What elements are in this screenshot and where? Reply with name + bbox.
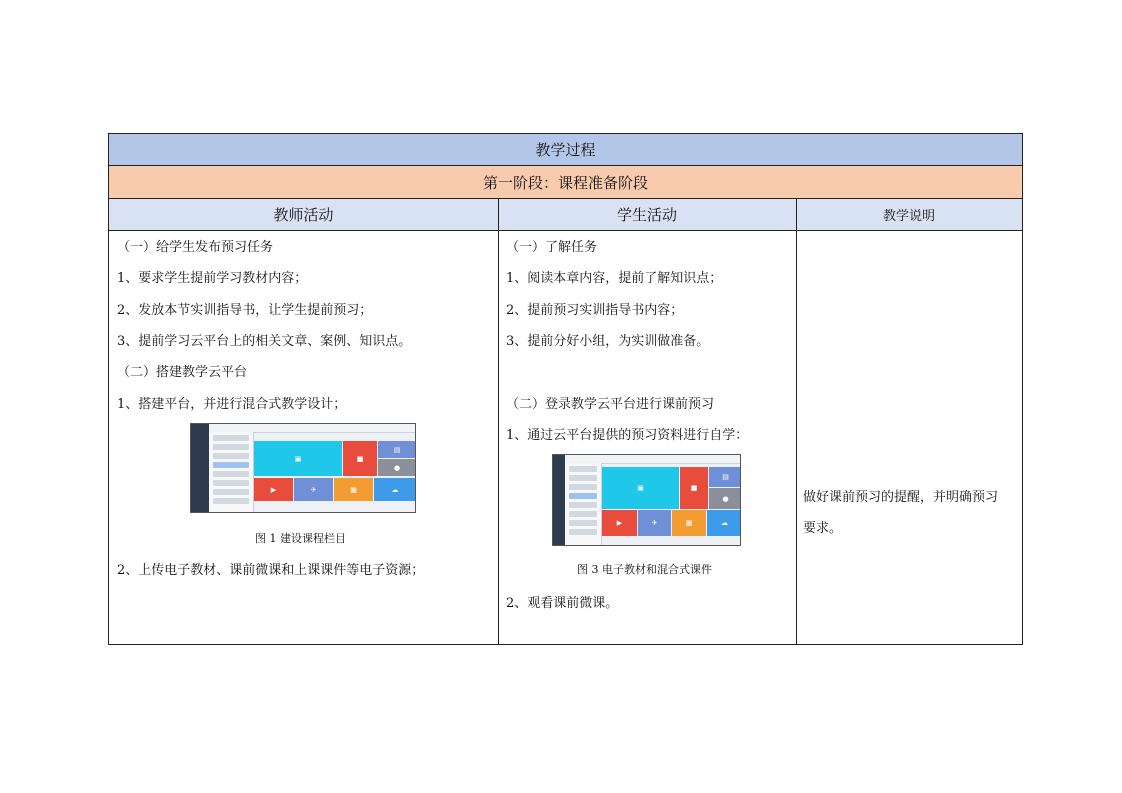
book-tile-icon: ■ xyxy=(680,467,708,509)
video-tile-icon: ▶ xyxy=(602,510,637,536)
header-teacher-activity: 教师活动 xyxy=(109,199,499,230)
column-header-row xyxy=(109,199,1022,231)
student-section-2: （二）登录教学云平台进行课前预习 xyxy=(506,397,715,412)
stage-title: 第一阶段：课程准备阶段 xyxy=(482,173,648,192)
e-textbook-courseware-screenshot xyxy=(552,454,741,546)
teacher-section-1: （一）给学生发布预习任务 xyxy=(117,240,274,255)
chat-tile-icon: ● xyxy=(378,459,416,476)
table-title-row xyxy=(109,134,1022,166)
stage-row xyxy=(109,166,1022,199)
figure-3-caption: 图 3 电子教材和混合式课件 xyxy=(577,563,712,576)
file-tile-icon: ▤ xyxy=(378,441,416,458)
column-divider xyxy=(796,231,797,644)
course-platform-screenshot xyxy=(190,423,416,513)
student-item: 2、提前预习实训指导书内容； xyxy=(506,303,684,318)
teaching-note-line: 做好课前预习的提醒，并明确预习 xyxy=(803,490,999,505)
header-student-activity: 学生活动 xyxy=(498,199,797,230)
chat-tile-icon: ● xyxy=(709,488,741,509)
figure-1-caption: 图 1 建设课程栏目 xyxy=(255,532,346,545)
teacher-item: 1、搭建平台，并进行混合式教学设计； xyxy=(117,397,347,412)
send-tile-icon: ✈ xyxy=(294,478,333,501)
teacher-item: 2、发放本节实训指导书，让学生提前预习； xyxy=(117,303,373,318)
student-item: 1、通过云平台提供的预习资料进行自学： xyxy=(506,428,749,443)
table-title: 教学过程 xyxy=(535,141,596,159)
grid-tile-icon: ▦ xyxy=(672,510,706,536)
video-tile-icon: ▶ xyxy=(254,478,293,501)
teacher-item: 2、上传电子教材、课前微课和上课课件等电子资源； xyxy=(117,563,425,578)
student-item: 2、观看课前微课。 xyxy=(506,596,619,611)
teacher-item: 3、提前学习云平台上的相关文章、案例、知识点。 xyxy=(117,334,412,349)
cloud-tile-icon: ☁ xyxy=(374,478,416,501)
grid-tile-icon: ▦ xyxy=(334,478,373,501)
file-tile-icon: ▤ xyxy=(709,467,741,487)
document-tile-icon: ▣ xyxy=(602,467,679,509)
student-item: 3、提前分好小组，为实训做准备。 xyxy=(506,334,710,349)
book-tile-icon: ■ xyxy=(343,441,377,476)
header-teaching-note: 教学说明 xyxy=(882,209,935,224)
student-item: 1、阅读本章内容，提前了解知识点； xyxy=(506,271,723,286)
teacher-item: 1、要求学生提前学习教材内容； xyxy=(117,271,308,286)
cloud-tile-icon: ☁ xyxy=(707,510,741,536)
teaching-note-line: 要求。 xyxy=(803,521,843,536)
student-section-1: （一）了解任务 xyxy=(506,240,598,255)
column-divider xyxy=(498,231,499,644)
document-tile-icon: ▣ xyxy=(254,441,342,476)
teacher-section-2: （二）搭建教学云平台 xyxy=(117,365,248,380)
send-tile-icon: ✈ xyxy=(638,510,671,536)
